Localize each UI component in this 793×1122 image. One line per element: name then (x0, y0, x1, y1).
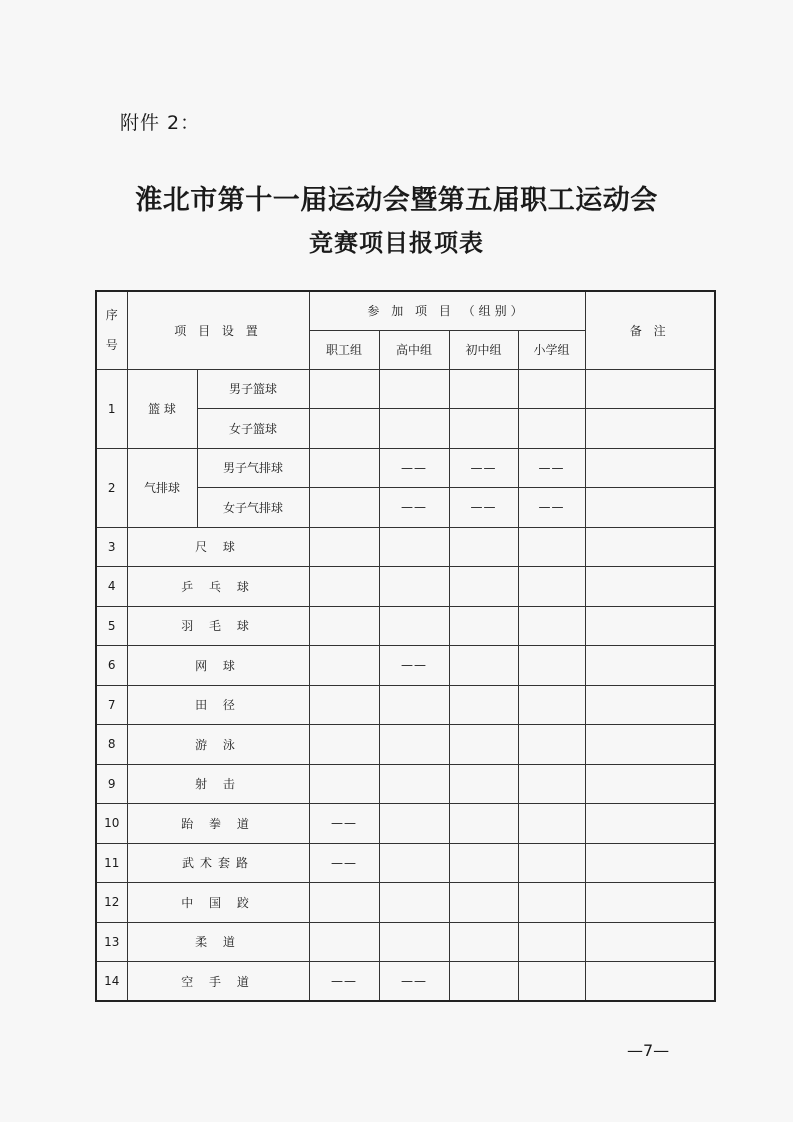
entry-cell-primary-school: —— (518, 488, 585, 528)
entry-cell-staff (309, 685, 379, 725)
row-number: 6 (96, 646, 127, 686)
page-number: —7— (627, 1041, 670, 1060)
entry-cell-primary-school (518, 646, 585, 686)
row-number: 7 (96, 685, 127, 725)
event-name: 游 泳 (127, 725, 309, 765)
event-name: 柔 道 (127, 922, 309, 962)
event-category: 气排球 (127, 448, 197, 527)
event-name: 尺 球 (127, 527, 309, 567)
attachment-label: 附件 2： (120, 112, 201, 134)
event-name: 男子篮球 (197, 369, 309, 409)
table-row (96, 764, 715, 804)
remarks-cell (585, 725, 715, 765)
header-seq-bottom: 号 (105, 338, 118, 353)
header-participation: 参 加 项 目 （组别） (309, 291, 585, 330)
table-row (96, 606, 715, 646)
event-name: 女子气排球 (197, 488, 309, 528)
event-name: 男子气排球 (197, 448, 309, 488)
event-name: 羽 毛 球 (127, 606, 309, 646)
entry-cell-middle-school (449, 369, 518, 409)
event-name: 中 国 跤 (127, 883, 309, 923)
row-number: 2 (96, 448, 127, 527)
entry-cell-middle-school (449, 922, 518, 962)
remarks-cell (585, 962, 715, 1002)
entry-cell-high-school: —— (379, 488, 449, 528)
table-row (96, 685, 715, 725)
entry-cell-primary-school (518, 409, 585, 449)
entry-cell-staff (309, 764, 379, 804)
entry-cell-staff (309, 409, 379, 449)
header-seq-top: 序 (105, 308, 118, 323)
remarks-cell (585, 764, 715, 804)
entry-cell-staff: —— (309, 804, 379, 844)
table-row (96, 646, 715, 686)
header-event-setup: 项 目 设 置 (127, 291, 309, 369)
table-row (96, 527, 715, 567)
entry-cell-staff (309, 527, 379, 567)
entry-cell-staff (309, 606, 379, 646)
row-number: 9 (96, 764, 127, 804)
entry-cell-middle-school (449, 606, 518, 646)
remarks-cell (585, 804, 715, 844)
table-row (96, 725, 715, 765)
header-group-high-school: 高中组 (379, 330, 449, 369)
entry-cell-staff: —— (309, 843, 379, 883)
entry-cell-staff (309, 567, 379, 607)
entry-cell-primary-school (518, 527, 585, 567)
event-name: 射 击 (127, 764, 309, 804)
entry-cell-primary-school (518, 725, 585, 765)
event-name: 乒 乓 球 (127, 567, 309, 607)
entry-cell-high-school (379, 725, 449, 765)
entry-cell-middle-school (449, 843, 518, 883)
entry-cell-high-school (379, 804, 449, 844)
entry-cell-primary-school (518, 606, 585, 646)
entry-cell-primary-school (518, 962, 585, 1002)
entry-cell-staff (309, 883, 379, 923)
header-row-top (96, 291, 715, 330)
entry-cell-primary-school (518, 685, 585, 725)
entry-cell-staff (309, 448, 379, 488)
entry-cell-middle-school (449, 567, 518, 607)
entry-cell-high-school (379, 606, 449, 646)
remarks-cell (585, 685, 715, 725)
entry-cell-primary-school (518, 922, 585, 962)
row-number: 12 (96, 883, 127, 923)
remarks-cell (585, 646, 715, 686)
table-row (96, 962, 715, 1002)
entry-cell-primary-school (518, 369, 585, 409)
remarks-cell (585, 883, 715, 923)
event-name: 武术套路 (127, 843, 309, 883)
entry-cell-high-school (379, 409, 449, 449)
entry-cell-middle-school (449, 883, 518, 923)
row-number: 1 (96, 369, 127, 448)
registration-table (95, 290, 716, 1002)
event-name: 空 手 道 (127, 962, 309, 1002)
entry-cell-high-school (379, 567, 449, 607)
table-row (96, 369, 715, 409)
entry-cell-high-school: —— (379, 448, 449, 488)
entry-cell-middle-school (449, 804, 518, 844)
row-number: 5 (96, 606, 127, 646)
entry-cell-high-school (379, 843, 449, 883)
entry-cell-middle-school: —— (449, 448, 518, 488)
table-row (96, 843, 715, 883)
header-group-middle-school: 初中组 (449, 330, 518, 369)
event-name: 女子篮球 (197, 409, 309, 449)
remarks-cell (585, 448, 715, 488)
remarks-cell (585, 409, 715, 449)
entry-cell-staff (309, 922, 379, 962)
remarks-cell (585, 369, 715, 409)
row-number: 4 (96, 567, 127, 607)
entry-cell-middle-school (449, 764, 518, 804)
entry-cell-primary-school (518, 843, 585, 883)
document-subtitle: 竞赛项目报项表 (309, 228, 484, 257)
remarks-cell (585, 527, 715, 567)
table-row (96, 883, 715, 923)
entry-cell-middle-school (449, 685, 518, 725)
entry-cell-staff: —— (309, 962, 379, 1002)
entry-cell-staff (309, 646, 379, 686)
entry-cell-middle-school (449, 646, 518, 686)
entry-cell-middle-school: —— (449, 488, 518, 528)
entry-cell-staff (309, 488, 379, 528)
entry-cell-staff (309, 369, 379, 409)
event-name: 网 球 (127, 646, 309, 686)
entry-cell-middle-school (449, 725, 518, 765)
entry-cell-primary-school (518, 883, 585, 923)
header-group-primary-school: 小学组 (518, 330, 585, 369)
entry-cell-high-school: —— (379, 962, 449, 1002)
row-number: 10 (96, 804, 127, 844)
remarks-cell (585, 843, 715, 883)
remarks-cell (585, 488, 715, 528)
entry-cell-high-school (379, 527, 449, 567)
row-number: 8 (96, 725, 127, 765)
entry-cell-middle-school (449, 962, 518, 1002)
remarks-cell (585, 567, 715, 607)
entry-cell-primary-school (518, 567, 585, 607)
header-remarks: 备 注 (585, 291, 715, 369)
row-number: 11 (96, 843, 127, 883)
table-row (96, 922, 715, 962)
entry-cell-high-school: —— (379, 646, 449, 686)
entry-cell-primary-school: —— (518, 448, 585, 488)
entry-cell-primary-school (518, 764, 585, 804)
event-name: 跆 拳 道 (127, 804, 309, 844)
entry-cell-staff (309, 725, 379, 765)
entry-cell-middle-school (449, 409, 518, 449)
table-row (96, 448, 715, 488)
row-number: 13 (96, 922, 127, 962)
header-group-staff: 职工组 (309, 330, 379, 369)
remarks-cell (585, 922, 715, 962)
event-category: 篮 球 (127, 369, 197, 448)
document-title: 淮北市第十一届运动会暨第五届职工运动会 (135, 185, 658, 216)
event-name: 田 径 (127, 685, 309, 725)
entry-cell-primary-school (518, 804, 585, 844)
entry-cell-high-school (379, 764, 449, 804)
entry-cell-high-school (379, 883, 449, 923)
table-row (96, 567, 715, 607)
header-seq (96, 291, 127, 369)
entry-cell-high-school (379, 369, 449, 409)
remarks-cell (585, 606, 715, 646)
entry-cell-high-school (379, 922, 449, 962)
row-number: 3 (96, 527, 127, 567)
entry-cell-middle-school (449, 527, 518, 567)
entry-cell-high-school (379, 685, 449, 725)
table-row (96, 804, 715, 844)
row-number: 14 (96, 962, 127, 1002)
